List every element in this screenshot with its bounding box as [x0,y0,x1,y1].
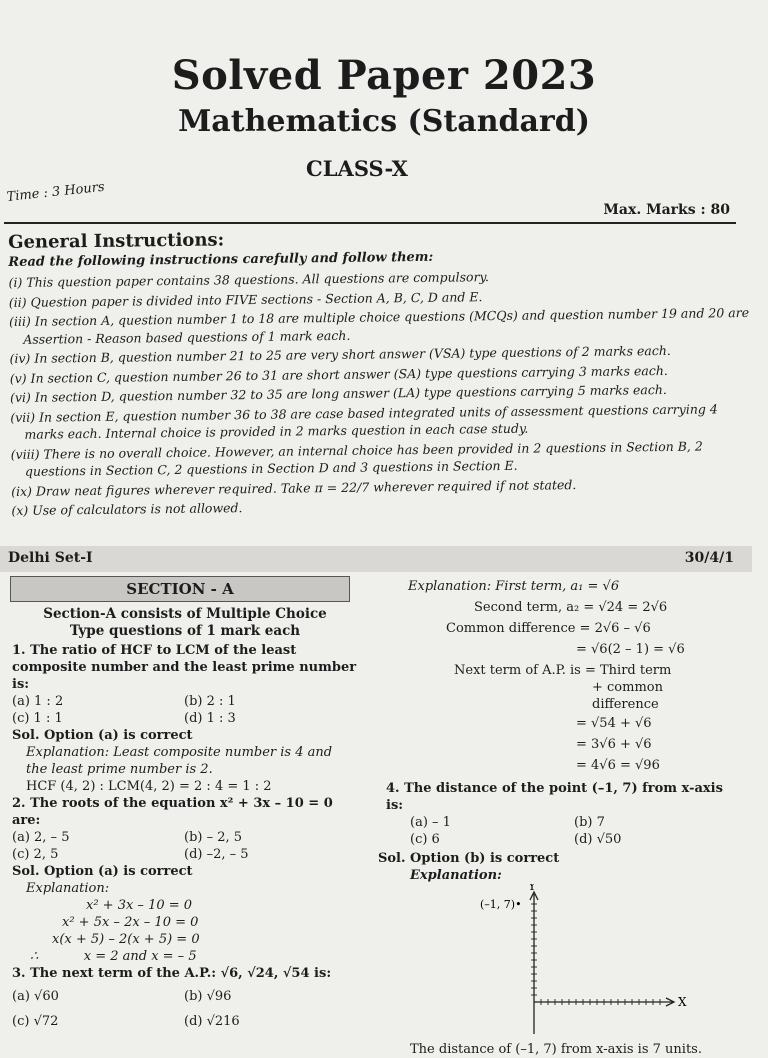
instruction-item: (i) This question paper contains 38 questions. All questions are compulsory. [8,269,489,290]
q2-explanation: Explanation: [26,881,110,896]
section-a-desc-line: Type questions of 1 mark each [69,623,301,639]
q2-step: x(x + 5) – 2(x + 5) = 0 [52,932,200,947]
q3-exp-line: Second term, a₂ = √24 = 2√6 [474,600,668,615]
q4-text: 4. The distance of the point (–1, 7) from x-axis is: [386,781,723,813]
q4-option-d: (d) √50 [574,832,622,847]
q3-option-a-label: (a) [12,989,30,1004]
q1-text: 1. The ratio of HCF to LCM of the least composite number and the least prime number is: [12,643,357,692]
q3-exp-line: = √54 + √6 [576,716,652,731]
instruction-item: (ix) Draw neat figures wherever required. Take π = 22/7 wherever required if not stated. [11,476,577,499]
q4-solution: Sol. Option (b) is correct [378,851,560,866]
q3-option-d: √216 [206,1014,240,1029]
q4-option-c: (c) 6 [410,832,440,847]
q2-solution: Sol. Option (a) is correct [12,864,193,879]
q1-option-c: (c) 1 : 1 [12,711,63,726]
q3-exp-line: = 4√6 = √96 [576,758,660,773]
q4-option-a: (a) – 1 [410,815,451,830]
instruction-item: (iv) In section B, question number 21 to 25 are very short answer (VSA) type questions of 2 marks each. [9,342,671,366]
point-label: (–1, 7)• [480,898,522,911]
q2-option-d: (d) –2, – 5 [184,847,249,862]
q3-text-pre: 3. The next term of the A.P.: [12,966,221,981]
q2-step: x² + 3x – 10 = 0 [86,898,193,913]
instruction-item: (vii) In section E, question number 36 to 38 are case based integrated units of assessment questions carrying 4 marks each. Internal choice is provided in 2 marks question in each case study. [10,400,718,442]
q3-text-post: is: [309,966,332,981]
general-instructions [8,223,756,522]
q1-explanation: Explanation: Least composite number is 4 and the least prime number is 2. [26,745,333,777]
q4-option-b: (b) 7 [574,815,605,830]
q3-text [12,965,357,982]
q1-option-b: (b) 2 : 1 [184,694,236,709]
q3-option-a: √60 [34,989,59,1004]
q3-exp-line: + common difference [592,680,663,712]
q4-conclusion: The distance of (–1, 7) from x-axis is 7 units. [410,1042,702,1057]
q2-step: x² + 5x – 2x – 10 = 0 [62,915,199,930]
paper-title: Solved Paper 2023 [171,52,597,99]
y-axis-label: Y [528,884,536,893]
instructions-list [9,265,757,520]
q4-explanation: Explanation: [410,868,502,883]
q2-option-b: (b) – 2, 5 [184,830,243,845]
x-axis-label: X [678,995,687,1009]
q1-option-d: (d) 1 : 3 [184,711,236,726]
q1-option-a: (a) 1 : 2 [12,694,64,709]
class-label: CLASS-X [306,156,408,181]
section-a-desc-line: Section-A consists of Multiple Choice [43,606,327,622]
left-column [12,642,357,1030]
set-code: 30/4/1 [684,550,734,566]
q3-exp-line: = √6(2 – 1) = √6 [576,642,685,657]
instructions-read: Read the following instructions carefully and follow them: [8,249,434,270]
instruction-item: (viii) There is no overall choice. However, an internal choice has been provided in 2 questions in Section B, 2 questions in Section C, 2 questions in Section D and 3 questions in Section E. [10,438,703,479]
axis-ticks [531,904,660,1005]
q1-solution: Sol. Option (a) is correct [12,728,193,743]
paper-subtitle: Mathematics (Standard) [178,104,590,139]
time-label: Time : 3 Hours [6,179,106,205]
q3-exp-line: = 3√6 + √6 [576,737,652,752]
set-name: Delhi Set-I [8,550,93,566]
q3-option-c: √72 [33,1014,59,1029]
q1-calculation: HCF (4, 2) : LCM(4, 2) = 2 : 4 = 1 : 2 [26,779,272,794]
q3-exp-line: Common difference = 2√6 – √6 [446,621,651,636]
instruction-item: (v) In section C, question number 26 to 31 are short answer (SA) type questions carrying 3 marks each. [9,362,668,386]
q2-option-c: (c) 2, 5 [12,847,59,862]
instructions-heading: General Instructions: [8,229,225,253]
instruction-item: (ii) Question paper is divided into FIVE sections - Section A, B, C, D and E. [8,288,483,310]
q3-exp-line: Explanation: First term, a₁ = √6 [408,579,620,594]
max-marks-label: Max. Marks : 80 [603,202,730,218]
q3-option-c-label: (c) [12,1014,30,1029]
q2-text: 2. The roots of the equation x² + 3x – 10 = 0 are: [12,796,333,828]
section-a-description [40,606,330,640]
q3-text-terms: √6, √24, √54 [220,966,310,981]
right-column [378,578,733,1058]
instruction-item: (iii) In section A, question number 1 to 18 are multiple choice questions (MCQs) and question number 19 and 20 are Assertion - Reason based questions of 1 mark each. [9,304,750,347]
set-bar [0,546,752,572]
instruction-item: (vi) In section D, question number 32 to 35 are long answer (LA) type questions carrying 5 marks each. [9,381,667,405]
q2-step: ∴ x = 2 and x = – 5 [30,949,197,964]
instruction-item: (x) Use of calculators is not allowed. [11,500,243,518]
q3-option-b-label: (b) [184,989,203,1004]
q2-option-a: (a) 2, – 5 [12,830,70,845]
q3-exp-line: Next term of A.P. is = Third term [454,663,672,678]
coordinate-diagram [428,884,728,1036]
q3-option-d-label: (d) [184,1014,203,1029]
q3-option-b: √96 [206,989,232,1004]
section-a-heading: SECTION - A [10,576,350,602]
